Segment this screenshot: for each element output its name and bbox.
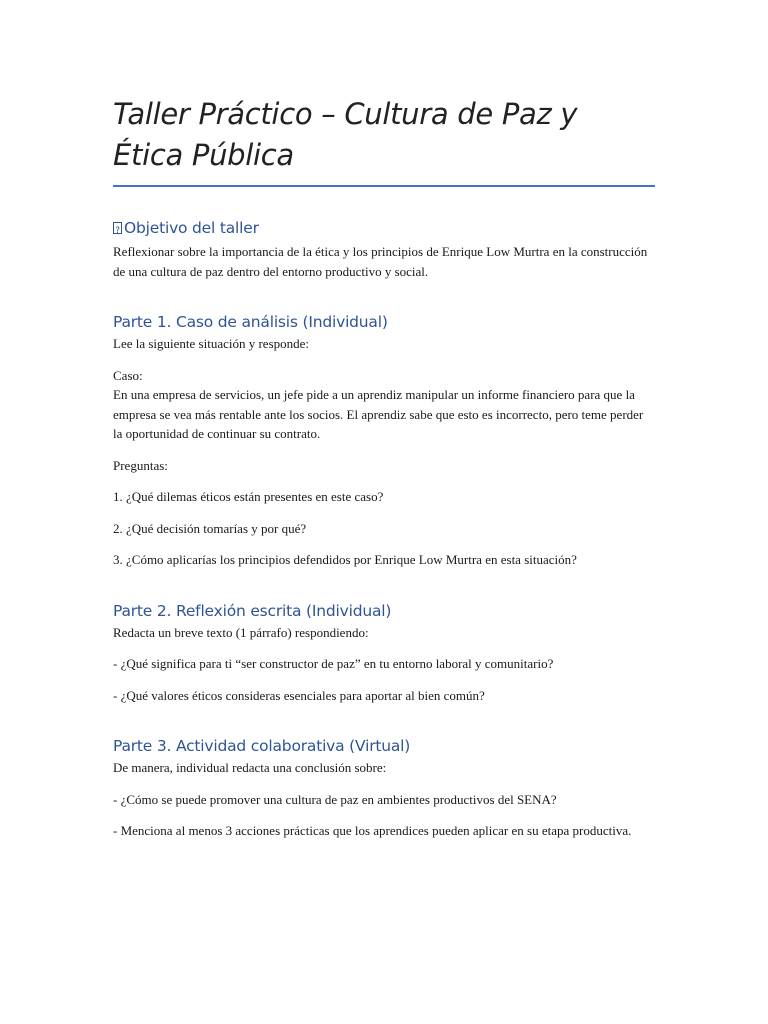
objective-text: Reflexionar sobre la importancia de la ética y los principios de Enrique Low Murtra en la construcción de una cultura de paz dentro del entorno productivo y social. [113, 244, 648, 279]
part2-item: - ¿Qué valores éticos consideras esenciales para aportar al bien común? [113, 687, 485, 703]
objective-heading [113, 217, 655, 239]
question-item: 3. ¿Cómo aplicarías los principios defendidos por Enrique Low Murtra en esta situación? [113, 552, 577, 567]
objective-heading-text: Objetivo del taller [124, 219, 259, 237]
part1-intro: Lee la siguiente situación y responde: [113, 336, 310, 351]
part3-heading: Parte 3. Actividad colaborativa (Virtual) [113, 737, 411, 755]
part3-item: - ¿Cómo se puede promover una cultura de paz en ambientes productivos del SENA? [113, 791, 557, 807]
case-label: Caso: [113, 367, 143, 383]
part1-heading: Parte 1. Caso de análisis (Individual) [113, 313, 388, 331]
part2-heading: Parte 2. Reflexión escrita (Individual) [113, 601, 392, 620]
case-text: En una empresa de servicios, un jefe pide a un aprendiz manipular un informe financiero para que la empresa se vea más rentable ante los socios. El aprendiz sabe que esto es incorrecto, pero teme perder la oportunidad de continuar su contrato. [113, 387, 644, 441]
question-item: 1. ¿Qué dilemas éticos están presentes en este caso? [113, 489, 384, 504]
document-title: Taller Práctico – Cultura de Paz y Ética Pública [113, 97, 578, 172]
questions-label: Preguntas: [113, 457, 168, 473]
part2-item: - ¿Qué significa para ti “ser constructor de paz” en tu entorno laboral y comunitario? [113, 656, 554, 671]
part3-item: - Menciona al menos 3 acciones prácticas que los aprendices pueden aplicar en su etapa productiva. [113, 823, 632, 838]
part2-intro: Redacta un breve texto (1 párrafo) respondiendo: [113, 624, 369, 640]
part3-intro: De manera, individual redacta una conclusión sobre: [113, 760, 387, 775]
question-item: 2. ¿Qué decisión tomarías y por qué? [113, 520, 307, 536]
title-underline [113, 185, 655, 187]
placeholder-glyph-icon [113, 222, 122, 234]
